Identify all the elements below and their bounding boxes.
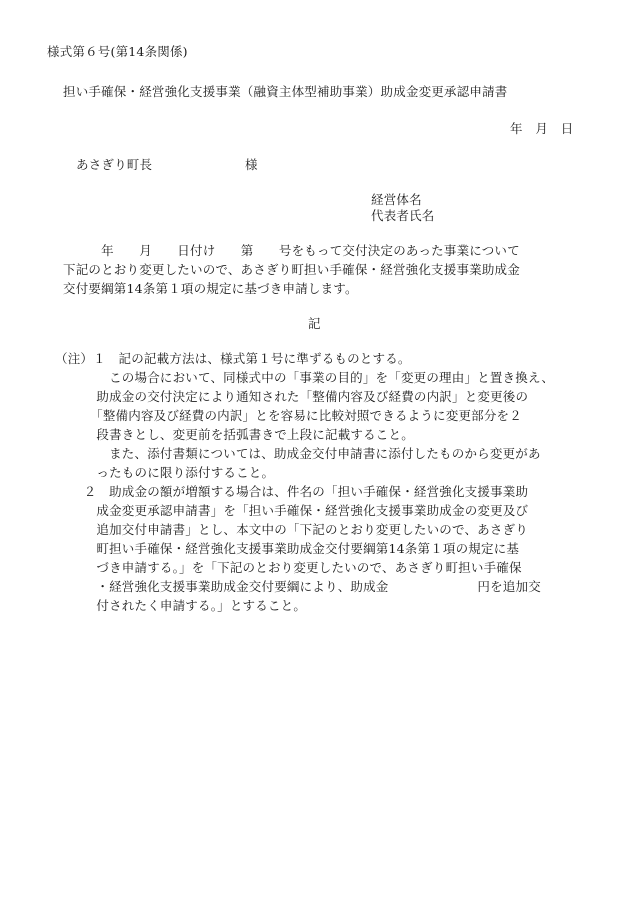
note-line: ・経営強化支援事業助成金交付要綱により、助成金 円を追加交 [71, 579, 541, 594]
applicant-organization-label: 経営体名 [371, 192, 422, 207]
note-line: 町担い手確保・経営強化支援事業助成金交付要綱第14条第１項の規定に基 [71, 541, 520, 556]
body-line-3: 交付要綱第14条第１項の規定に基づき申請します。 [63, 281, 358, 296]
note-line: 追加交付申請書」とし、本文中の「下記のとおり変更したいので、あさぎり [71, 522, 528, 537]
ki-heading: 記 [308, 316, 321, 331]
note-label: （注）１ 記の記載方法は、様式第１号に準ずるものとする。 [55, 351, 411, 366]
addressee-town: あさぎり町長 [76, 157, 153, 172]
note-line: また、添付書類については、助成金交付申請書に添付したものから変更があ [71, 446, 541, 461]
body-line-2: 下記のとおり変更したいので、あさぎり町担い手確保・経営強化支援事業助成金 [63, 262, 520, 277]
addressee-honorific: 様 [245, 157, 258, 172]
form-number: 様式第６号(第14条関係) [47, 44, 188, 59]
note-line: 成金変更承認申請書」を「担い手確保・経営強化支援事業助成金の変更及び [71, 503, 529, 518]
document-title: 担い手確保・経営強化支援事業（融資主体型補助事業）助成金変更承認申請書 [63, 84, 508, 99]
note-line: ったものに限り添付すること。 [71, 465, 275, 480]
note-line: 助成金の交付決定により通知された「整備内容及び経費の内訳」と変更後の [71, 389, 529, 404]
note-line: づき申請する。」を「下記のとおり変更したいので、あさぎり町担い手確保 [71, 560, 522, 575]
note-line: ２ 助成金の額が増額する場合は、件名の「担い手確保・経営強化支援事業助 [71, 484, 529, 499]
body-line-1: 年 月 日付け 第 号をもって交付決定のあった事業について [63, 243, 520, 258]
note-line: この場合において、同様式中の「事業の目的」を「変更の理由」と置き換え、 [71, 370, 555, 385]
date-line: 年 月 日 [510, 121, 574, 136]
note-line: 「整備内容及び経費の内訳」とを容易に比較対照できるように変更部分を２ [71, 408, 522, 423]
note-line: 付されたく申請する。」とすること。 [71, 598, 307, 613]
applicant-representative-label: 代表者氏名 [371, 208, 435, 223]
note-line: 段書きとし、変更前を括弧書きで上段に記載すること。 [71, 427, 414, 442]
